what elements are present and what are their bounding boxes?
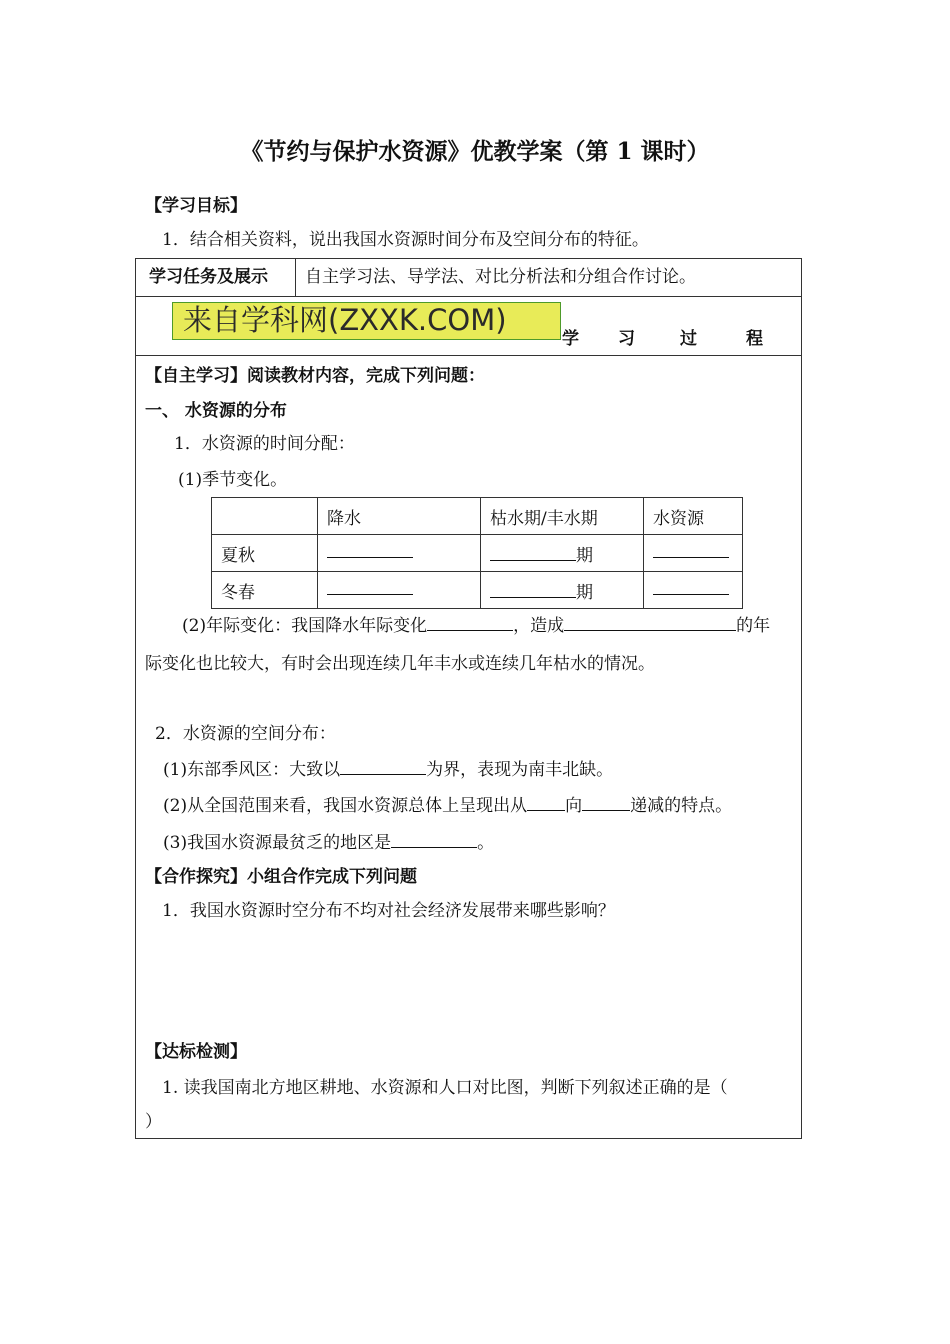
objective-item: 1．结合相关资料，说出我国水资源时间分布及空间分布的特征。 <box>162 230 649 250</box>
table-header-cell <box>212 498 318 535</box>
question-text: 2．水资源的空间分布： <box>155 724 336 744</box>
fill-blank[interactable] <box>427 615 513 631</box>
season-table <box>211 497 743 609</box>
question-text: (2)从全国范围来看，我国水资源总体上呈现出从 向 递减的特点。 <box>163 796 733 816</box>
fill-blank[interactable] <box>653 543 729 558</box>
question-text: 1．我国水资源时空分布不均对社会经济发展带来哪些影响？ <box>162 901 615 921</box>
process-label-2: 习 <box>618 329 635 349</box>
assessment-heading: 【达标检测】 <box>145 1042 247 1062</box>
question-text: 际变化也比较大，有时会出现连续几年丰水或连续几年枯水的情况。 <box>145 654 655 674</box>
fill-blank[interactable] <box>653 580 729 595</box>
self-study-heading: 【自主学习】阅读教材内容，完成下列问题： <box>145 366 485 386</box>
question-text: (1)东部季风区：大致以 为界，表现为南丰北缺。 <box>163 760 614 780</box>
fill-blank[interactable] <box>564 615 736 631</box>
question-text: (1)季节变化。 <box>178 470 288 490</box>
fill-blank[interactable] <box>527 795 565 811</box>
table-header-cell: 降水 <box>318 498 481 535</box>
task-label: 学习任务及展示 <box>149 267 268 287</box>
question-text: (2)年际变化：我国降水年际变化 ，造成 的年 <box>182 616 771 636</box>
cooperation-heading: 【合作探究】小组合作完成下列问题 <box>145 867 417 887</box>
lesson-table <box>135 258 802 1139</box>
process-label-3: 过 <box>680 329 697 349</box>
period-suffix: 期 <box>576 545 593 566</box>
column-divider <box>295 258 296 296</box>
fill-blank[interactable] <box>327 543 413 558</box>
table-row <box>212 572 743 609</box>
fill-blank[interactable] <box>391 832 477 848</box>
question-text: 1．水资源的时间分配： <box>174 434 355 454</box>
fill-blank[interactable] <box>327 580 413 595</box>
fill-blank[interactable] <box>340 759 426 775</box>
table-row <box>212 535 743 572</box>
page-title: 《节约与保护水资源》优教学案（第 1 课时） <box>240 138 710 165</box>
section-heading: 一、 水资源的分布 <box>145 401 287 421</box>
objectives-heading: 【学习目标】 <box>145 196 247 216</box>
question-text: ） <box>145 1112 162 1132</box>
season-cell: 冬春 <box>212 572 318 609</box>
fill-blank[interactable] <box>490 583 576 598</box>
process-label-1: 学 <box>562 329 579 349</box>
watermark-logo: 来自学科网(ZXXK.COM) <box>172 302 561 340</box>
fill-blank[interactable] <box>582 795 630 811</box>
process-label-4: 程 <box>746 329 763 349</box>
season-cell: 夏秋 <box>212 535 318 572</box>
question-text: (3)我国水资源最贫乏的地区是 。 <box>163 833 495 853</box>
task-content: 自主学习法、导学法、对比分析法和分组合作讨论。 <box>305 267 696 287</box>
table-header-cell: 枯水期/丰水期 <box>481 498 644 535</box>
question-text: 1. 读我国南北方地区耕地、水资源和人口对比图，判断下列叙述正确的是（ <box>162 1078 728 1098</box>
row-divider <box>135 355 802 356</box>
row-divider <box>135 296 802 297</box>
fill-blank[interactable] <box>490 546 576 561</box>
period-suffix: 期 <box>576 582 593 603</box>
table-header-cell: 水资源 <box>644 498 743 535</box>
